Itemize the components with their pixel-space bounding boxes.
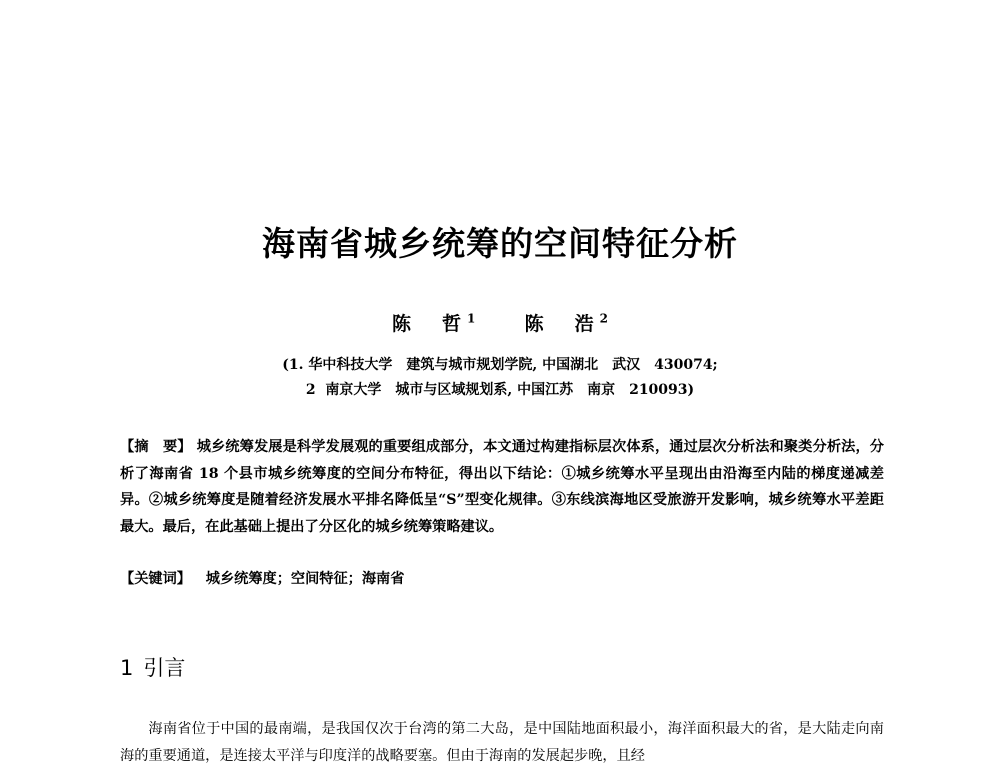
keywords-text: 城乡统筹度；空间特征；海南省 [205, 571, 405, 587]
affiliation-line: 2 南京大学 城市与区域规划系, 中国江苏 南京 210093) [305, 382, 695, 398]
section-number: 1 [120, 656, 134, 680]
paper-title: 海南省城乡统筹的空间特征分析 [262, 224, 738, 263]
author-affiliation-marker: 1 [467, 311, 476, 326]
author-name: 陈 浩 [524, 313, 600, 335]
author-line [0, 309, 1000, 336]
abstract-label: 【摘 要】 [120, 439, 192, 455]
author-affiliation-marker: 2 [599, 311, 608, 326]
keywords-label: 【关键词】 [120, 571, 191, 587]
section-title: 引言 [143, 656, 186, 680]
section-heading [120, 652, 185, 682]
affiliation-line: (1. 华中科技大学 建筑与城市规划学院, 中国湖北 武汉 430074; [282, 357, 718, 373]
abstract-text: 城乡统筹发展是科学发展观的重要组成部分，本文通过构建指标层次体系，通过层次分析法和聚类分析法，分析了海南省 18 个县市城乡统筹度的空间分布特征，得出以下结论：①城乡统筹水平呈现出由沿海至内陆的梯度递减差异。②城乡统筹度是随着经济发展水平排名降低呈“S”型变化规律。③东线滨海地区受旅游开发影响，城乡统筹水平差距最大。最后，在此基础上提出了分区化的城乡统筹策略建议。 [120, 439, 884, 535]
abstract [120, 434, 884, 540]
keywords [120, 568, 884, 588]
intro-paragraph: 海南省位于中国的最南端，是我国仅次于台湾的第二大岛，是中国陆地面积最小，海洋面积最大的省，是大陆走向南海的重要通道，是连接太平洋与印度洋的战略要塞。但由于海南的发展起步晚，且经 [120, 721, 884, 764]
author-name: 陈 哲 [392, 313, 468, 335]
